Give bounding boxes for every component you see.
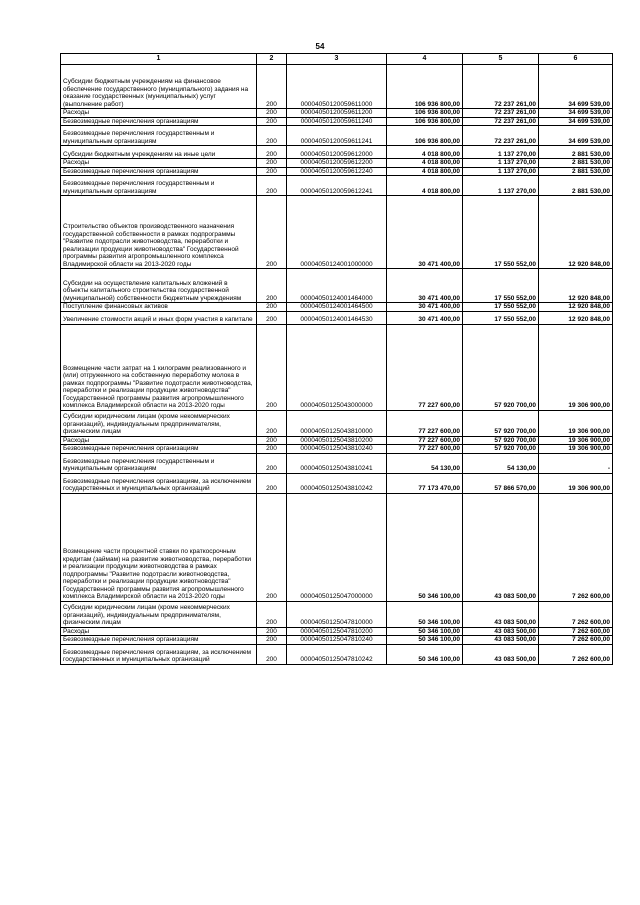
row-col-4: 4 018 800,00 (387, 176, 463, 196)
row-col-5: 57 920 700,00 (463, 445, 539, 454)
budget-table (60, 53, 613, 665)
row-col-4: 77 227 600,00 (387, 445, 463, 454)
row-col-4: 4 018 800,00 (387, 167, 463, 176)
row-col-6: 2 881 530,00 (539, 146, 613, 159)
row-col-5: 1 137 270,00 (463, 167, 539, 176)
row-name: Строительство объектов производственного назначения государственной собственности в рамках подпрограммы "Развитие подотрасли животноводства, переработки и реализации продукции животноводства" Государственной программы развития агропромышленного комплекса Владимирской области на 2013-2020 годы (61, 196, 257, 269)
row-col-6: 34 699 539,00 (539, 65, 613, 109)
row-code: 00004050120059611200 (287, 109, 387, 118)
page-number: 54 (315, 42, 325, 51)
header-col-6: 6 (539, 54, 613, 65)
row-col-4: 30 471 400,00 (387, 196, 463, 269)
row-col-2: 200 (257, 117, 287, 126)
row-col-4: 50 346 100,00 (387, 636, 463, 645)
table-row (61, 269, 613, 303)
row-col-2: 200 (257, 126, 287, 146)
row-code: 00004050125043810200 (287, 436, 387, 445)
row-code: 00004050125047810000 (287, 601, 387, 627)
table-row (61, 167, 613, 176)
row-col-4: 30 471 400,00 (387, 311, 463, 324)
row-col-5: 17 550 552,00 (463, 303, 539, 312)
row-name: Субсидии юридическим лицам (кроме некоммерческих организаций), индивидуальным предпринимателям, физическим лицам (61, 410, 257, 436)
row-name: Субсидии на осуществление капитальных вложений в объекты капитального строительства государственной (муниципальной) собственности бюджетным учреждениям (61, 269, 257, 303)
row-col-6: 12 920 848,00 (539, 269, 613, 303)
row-col-5: 43 083 500,00 (463, 601, 539, 627)
row-name: Возмещение части затрат на 1 килограмм реализованного и (или) отгруженного на собственную переработку молока в рамках подпрограммы "Развитие подотрасли животноводства, переработки и реализации продукции животноводства" Государственной программы развития агропромышленного комплекса Владимирской области на 2013-2020 годы (61, 324, 257, 410)
row-name: Увеличение стоимости акций и иных форм участия в капитале (61, 311, 257, 324)
row-name: Безвозмездные перечисления государственным и муниципальным организациям (61, 126, 257, 146)
row-code: 00004050125043810240 (287, 445, 387, 454)
row-col-6: 19 306 900,00 (539, 473, 613, 493)
table-row (61, 126, 613, 146)
row-code: 00004050124001000000 (287, 196, 387, 269)
table-row (61, 65, 613, 109)
header-col-1: 1 (61, 54, 257, 65)
row-col-4: 106 936 800,00 (387, 109, 463, 118)
row-col-6: 7 262 600,00 (539, 601, 613, 627)
row-col-6: 2 881 530,00 (539, 167, 613, 176)
row-col-6: 7 262 600,00 (539, 493, 613, 601)
table-row (61, 445, 613, 454)
table-row (61, 159, 613, 168)
row-col-5: 1 137 270,00 (463, 176, 539, 196)
row-col-6: - (539, 453, 613, 473)
row-col-4: 30 471 400,00 (387, 269, 463, 303)
table-row (61, 601, 613, 627)
row-col-2: 200 (257, 644, 287, 664)
row-name: Возмещение части процентной ставки по краткосрочным кредитам (займам) на развитие животноводства, переработки и реализации продукции животноводства в рамках подпрограммы "Развитие подотрасли животноводства, переработки и реализации продукции животноводства" Государственной программы развития агропромышленного комплекса Владимирской области на 2013-2020 годы (61, 493, 257, 601)
row-col-2: 200 (257, 146, 287, 159)
table-row (61, 324, 613, 410)
row-name: Безвозмездные перечисления организациям (61, 636, 257, 645)
row-col-2: 200 (257, 176, 287, 196)
row-code: 00004050125043810000 (287, 410, 387, 436)
row-col-4: 50 346 100,00 (387, 644, 463, 664)
table-row (61, 303, 613, 312)
row-col-4: 4 018 800,00 (387, 159, 463, 168)
row-code: 00004050124001464500 (287, 303, 387, 312)
row-col-6: 7 262 600,00 (539, 627, 613, 636)
table-row (61, 196, 613, 269)
row-col-2: 200 (257, 196, 287, 269)
row-code: 00004050124001464530 (287, 311, 387, 324)
row-code: 00004050125043000000 (287, 324, 387, 410)
row-col-2: 200 (257, 453, 287, 473)
row-col-4: 30 471 400,00 (387, 303, 463, 312)
row-col-5: 43 083 500,00 (463, 493, 539, 601)
table-row (61, 636, 613, 645)
row-name: Субсидии юридическим лицам (кроме некоммерческих организаций), индивидуальным предпринимателям, физическим лицам (61, 601, 257, 627)
table-row (61, 453, 613, 473)
row-col-6: 7 262 600,00 (539, 644, 613, 664)
row-col-6: 2 881 530,00 (539, 176, 613, 196)
row-col-5: 17 550 552,00 (463, 269, 539, 303)
table-row (61, 176, 613, 196)
row-name: Расходы (61, 159, 257, 168)
row-code: 00004050120059611241 (287, 126, 387, 146)
row-col-4: 50 346 100,00 (387, 627, 463, 636)
row-col-5: 57 866 570,00 (463, 473, 539, 493)
row-col-4: 77 227 600,00 (387, 410, 463, 436)
row-col-6: 34 699 539,00 (539, 126, 613, 146)
row-col-5: 43 083 500,00 (463, 636, 539, 645)
row-name: Расходы (61, 436, 257, 445)
row-col-4: 50 346 100,00 (387, 601, 463, 627)
row-col-4: 77 173 470,00 (387, 473, 463, 493)
row-col-5: 54 130,00 (463, 453, 539, 473)
header-col-5: 5 (463, 54, 539, 65)
row-col-5: 57 920 700,00 (463, 324, 539, 410)
row-col-5: 17 550 552,00 (463, 196, 539, 269)
row-col-2: 200 (257, 473, 287, 493)
row-col-2: 200 (257, 311, 287, 324)
row-code: 00004050125047810240 (287, 636, 387, 645)
row-col-5: 43 083 500,00 (463, 644, 539, 664)
row-col-2: 200 (257, 601, 287, 627)
row-col-5: 1 137 270,00 (463, 146, 539, 159)
row-col-6: 19 306 900,00 (539, 436, 613, 445)
row-col-6: 12 920 848,00 (539, 303, 613, 312)
row-col-4: 106 936 800,00 (387, 126, 463, 146)
row-col-2: 200 (257, 436, 287, 445)
row-code: 00004050125047810242 (287, 644, 387, 664)
row-code: 00004050125047000000 (287, 493, 387, 601)
row-col-4: 54 130,00 (387, 453, 463, 473)
row-col-4: 106 936 800,00 (387, 117, 463, 126)
row-code: 00004050120059612000 (287, 146, 387, 159)
row-col-5: 17 550 552,00 (463, 311, 539, 324)
row-col-5: 72 237 261,00 (463, 117, 539, 126)
table-row (61, 410, 613, 436)
table-row (61, 109, 613, 118)
row-code: 00004050124001464000 (287, 269, 387, 303)
row-name: Безвозмездные перечисления государственным и муниципальным организациям (61, 453, 257, 473)
row-col-4: 50 346 100,00 (387, 493, 463, 601)
row-code: 00004050120059612240 (287, 167, 387, 176)
table-row (61, 627, 613, 636)
table-header-row (61, 54, 613, 65)
row-name: Безвозмездные перечисления организациям (61, 117, 257, 126)
row-name: Субсидии бюджетным учреждениям на иные цели (61, 146, 257, 159)
row-name: Безвозмездные перечисления организациям (61, 167, 257, 176)
row-col-5: 43 083 500,00 (463, 627, 539, 636)
row-col-2: 200 (257, 269, 287, 303)
row-col-5: 57 920 700,00 (463, 436, 539, 445)
row-name: Безвозмездные перечисления государственным и муниципальным организациям (61, 176, 257, 196)
header-col-2: 2 (257, 54, 287, 65)
row-col-2: 200 (257, 410, 287, 436)
row-col-2: 200 (257, 636, 287, 645)
row-col-2: 200 (257, 109, 287, 118)
row-col-5: 1 137 270,00 (463, 159, 539, 168)
table-row (61, 644, 613, 664)
row-code: 00004050120059612241 (287, 176, 387, 196)
row-col-2: 200 (257, 167, 287, 176)
row-col-2: 200 (257, 493, 287, 601)
row-col-5: 72 237 261,00 (463, 126, 539, 146)
row-name: Расходы (61, 109, 257, 118)
table-row (61, 146, 613, 159)
row-name: Безвозмездные перечисления организациям, за исключением государственных и муниципальных организаций (61, 473, 257, 493)
table-row (61, 436, 613, 445)
row-col-2: 200 (257, 159, 287, 168)
row-col-2: 200 (257, 445, 287, 454)
header-col-4: 4 (387, 54, 463, 65)
row-code: 00004050120059611000 (287, 65, 387, 109)
row-code: 00004050125043810241 (287, 453, 387, 473)
row-code: 00004050125043810242 (287, 473, 387, 493)
row-col-6: 19 306 900,00 (539, 410, 613, 436)
row-name: Безвозмездные перечисления организациям, за исключением государственных и муниципальных организаций (61, 644, 257, 664)
row-col-6: 19 306 900,00 (539, 324, 613, 410)
table-row (61, 473, 613, 493)
row-col-5: 72 237 261,00 (463, 109, 539, 118)
table-row (61, 117, 613, 126)
header-col-3: 3 (287, 54, 387, 65)
row-name: Поступление финансовых активов (61, 303, 257, 312)
row-col-6: 2 881 530,00 (539, 159, 613, 168)
row-col-6: 19 306 900,00 (539, 445, 613, 454)
row-col-4: 4 018 800,00 (387, 146, 463, 159)
row-col-6: 12 920 848,00 (539, 196, 613, 269)
row-col-2: 200 (257, 627, 287, 636)
row-col-5: 57 920 700,00 (463, 410, 539, 436)
row-col-4: 106 936 800,00 (387, 65, 463, 109)
row-name: Расходы (61, 627, 257, 636)
row-name: Безвозмездные перечисления организациям (61, 445, 257, 454)
row-col-6: 12 920 848,00 (539, 311, 613, 324)
row-col-2: 200 (257, 65, 287, 109)
row-col-4: 77 227 600,00 (387, 324, 463, 410)
row-code: 00004050120059611240 (287, 117, 387, 126)
table-row (61, 493, 613, 601)
row-name: Субсидии бюджетным учреждениям на финансовое обеспечение государственного (муниципального) задания на оказание государственных (муниципальных) услуг (выполнение работ) (61, 65, 257, 109)
row-col-6: 34 699 539,00 (539, 109, 613, 118)
row-col-2: 200 (257, 324, 287, 410)
row-col-6: 7 262 600,00 (539, 636, 613, 645)
row-col-4: 77 227 600,00 (387, 436, 463, 445)
row-code: 00004050125047810200 (287, 627, 387, 636)
row-col-6: 34 699 539,00 (539, 117, 613, 126)
table-row (61, 311, 613, 324)
row-code: 00004050120059612200 (287, 159, 387, 168)
row-col-2: 200 (257, 303, 287, 312)
row-col-5: 72 237 261,00 (463, 65, 539, 109)
